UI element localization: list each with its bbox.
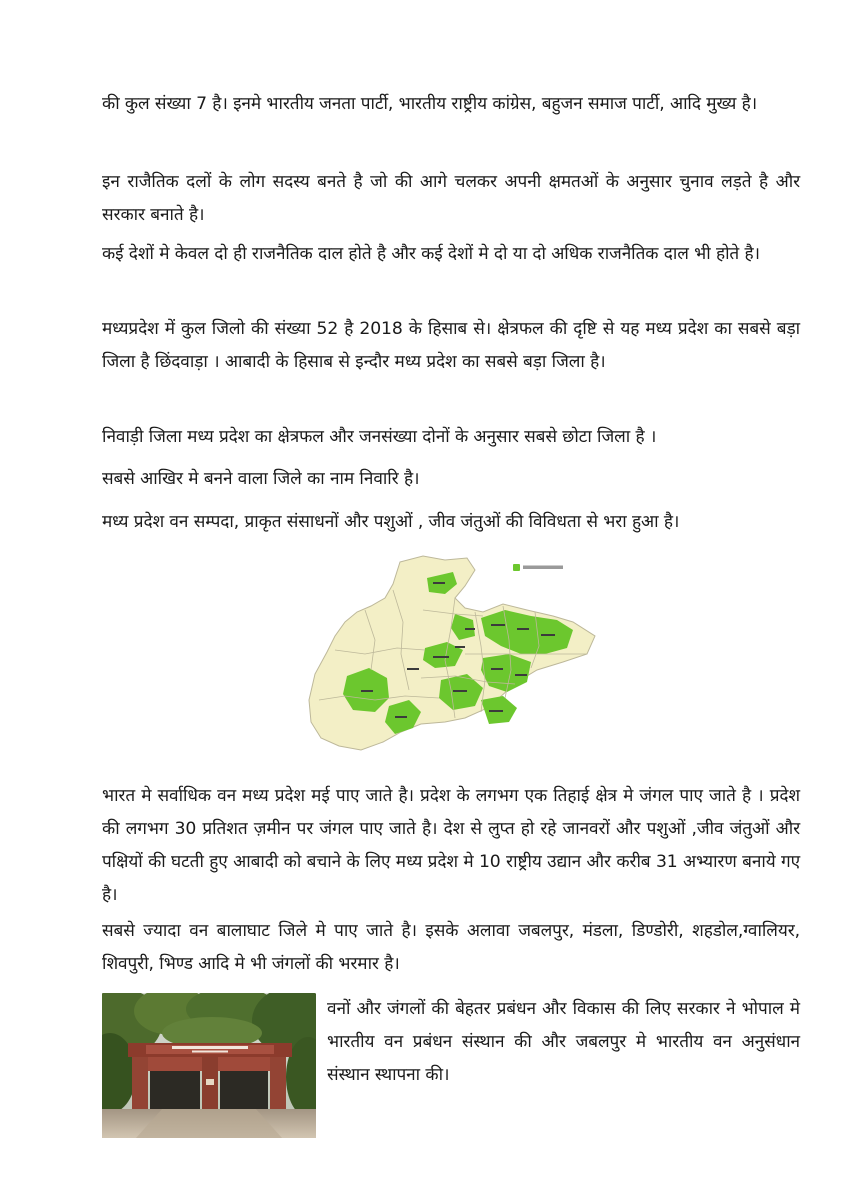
map-legend-text-bar [523,566,563,570]
paragraph-districts: मध्यप्रदेश में कुल जिलो की संख्या 52 है 2018 के हिसाब से। क्षेत्रफल की दृष्टि से यह मध्य प्रदेश का सबसे बड़ा जिला है छिंदवाड़ा । आबादी के हिसाब से इन्दौर मध्य प्रदेश का सबसे बड़ा जिला है। [102,319,800,372]
forest-map-image [305,550,597,764]
paragraph-forest-stats: भारत मे सर्वाधिक वन मध्य प्रदेश मई पाए जाते है। प्रदेश के लगभग एक तिहाई क्षेत्र मे जंगल पाए जाते है । प्रदेश की लगभग 30 प्रतिशत ज़मीन पर जंगल पाए जाते है। देश से लुप्त हो रहे जानवरों और पशुओं ,जीव जंतुओं और पक्षियों की घटती हुए आबादी को बचाने के लिए मध्य प्रदेश मे 10 राष्ट्रीय उद्यान और करीब 31 अभ्यारण बनाये गए है। [102,786,800,905]
paragraph-party-systems: कई देशों मे केवल दो ही राजनैतिक दाल होते है और कई देशों मे दो या दो अधिक राजनैतिक दाल भी होते है। [102,244,760,264]
paragraph-newest-district: सबसे आखिर मे बनने वाला जिले का नाम निवारि है। [102,469,420,489]
paragraph-forest-institutes: वनों और जंगलों की बेहतर प्रबंधन और विकास की लिए सरकार ने भोपाल मे भारतीय वन प्रबंधन संस्थान की और जबलपुर मे भारतीय वन अनुसंधान संस्थान स्थापना की। [327,999,800,1085]
paragraph-party-count: की कुल संख्या 7 है। इनमे भारतीय जनता पार्टी, भारतीय राष्ट्रीय कांग्रेस, बहुजन समाज पार्टी, आदि मुख्य है। [102,94,758,114]
photo-gateway [128,1043,292,1109]
paragraph-party-members: इन राजैतिक दलों के लोग सदस्य बनते है जो की आगे चलकर अपनी क्षमतओं के अनुसार चुनाव लड़ते है और सरकार बनाते है। [102,172,800,225]
paragraph-forest-districts: सबसे ज्यादा वन बालाघाट जिले मे पाए जाते है। इसके अलावा जबलपुर, मंडला, डिण्डोरी, शहडोल,ग्वालियर, शिवपुरी, भिण्ड आदि मे भी जंगलों की भरमार है। [102,921,800,974]
forest-institute-photo [102,993,316,1138]
paragraph-biodiversity: मध्य प्रदेश वन सम्पदा, प्राकृत संसाधनों और पशुओं , जीव जंतुओं की विविधता से भरा हुआ है। [102,512,680,532]
map-legend-swatch [513,564,520,571]
paragraph-niwari-smallest: निवाड़ी जिला मध्य प्रदेश का क्षेत्रफल और जनसंख्या दोनों के अनुसार सबसे छोटा जिला है । [102,427,657,447]
